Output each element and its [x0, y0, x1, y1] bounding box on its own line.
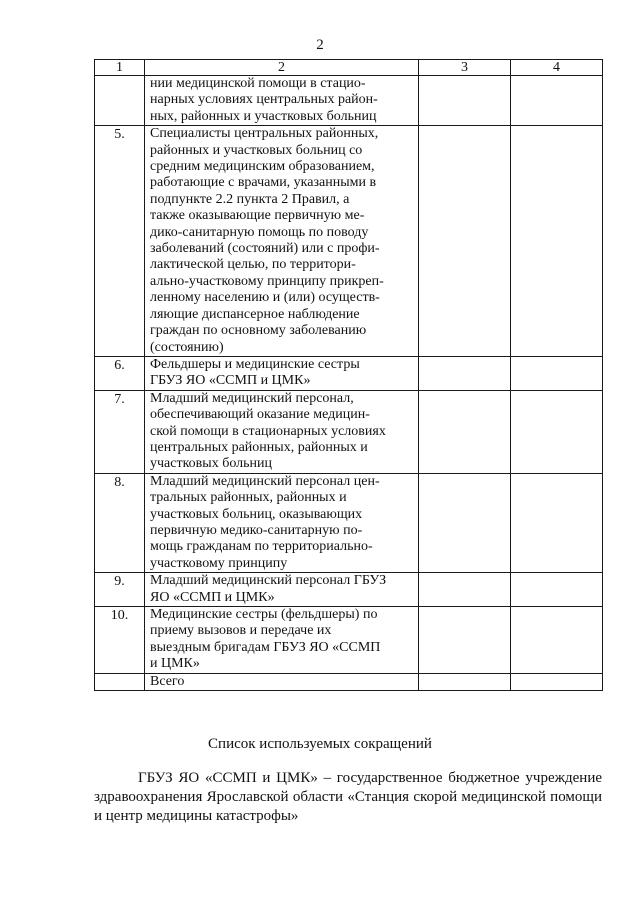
staff-category-cell: Специалисты центральных районных, районных и участковых больниц со средним медицинским образованием, работающие с врачами, указанными в подпункте 2.2 пункта 2 Правил, а также оказывающие первичную ме- дико-санитарную помощь по поводу заболеваний (состояний) или с профи- лактической целью, по территори- ально-участковому принципу прикреп- ленному населению и (или) осуществ- ляющие диспансерное наблюдение граждан по основному заболеванию (состоянию) [145, 126, 419, 357]
staff-category-cell: Медицинские сестры (фельдшеры) по приему вызовов и передаче их выездным бригадам ГБУЗ ЯО «ССМП и ЦМК» [145, 607, 419, 674]
table-row [95, 473, 603, 572]
table-header-row [95, 60, 603, 76]
row-number-cell: 9. [95, 573, 145, 607]
staff-category-cell: Всего [145, 673, 419, 690]
column-3-cell [419, 76, 511, 126]
row-number-cell [95, 76, 145, 126]
column-3-cell [419, 673, 511, 690]
row-number-cell [95, 673, 145, 690]
column-header-2: 2 [145, 60, 419, 76]
column-3-cell [419, 607, 511, 674]
row-number-cell: 7. [95, 390, 145, 473]
column-3-cell [419, 573, 511, 607]
table-row [95, 673, 603, 690]
column-4-cell [511, 126, 603, 357]
column-3-cell [419, 356, 511, 390]
column-4-cell [511, 573, 603, 607]
table-row [95, 126, 603, 357]
staff-category-cell: Младший медицинский персонал цен- тральных районных, районных и участковых больниц, оказывающих первичную медико-санитарную по- мощь гражданам по территориально- участковому принципу [145, 473, 419, 572]
staff-category-cell: Фельдшеры и медицинские сестры ГБУЗ ЯО «ССМП и ЦМК» [145, 356, 419, 390]
row-number-cell: 10. [95, 607, 145, 674]
staff-category-cell: нии медицинской помощи в стацио- нарных условиях центральных район- ных, районных и участковых больниц [145, 76, 419, 126]
table-row [95, 76, 603, 126]
row-number-cell: 5. [95, 126, 145, 357]
table-row [95, 573, 603, 607]
column-3-cell [419, 126, 511, 357]
table-row [95, 390, 603, 473]
table-row [95, 607, 603, 674]
column-4-cell [511, 607, 603, 674]
column-4-cell [511, 473, 603, 572]
column-4-cell [511, 673, 603, 690]
column-3-cell [419, 390, 511, 473]
column-3-cell [419, 473, 511, 572]
column-header-3: 3 [419, 60, 511, 76]
row-number-cell: 8. [95, 473, 145, 572]
column-header-4: 4 [511, 60, 603, 76]
column-header-1: 1 [95, 60, 145, 76]
abbreviations-title: Список используемых сокращений [208, 736, 432, 752]
column-4-cell [511, 356, 603, 390]
staff-category-cell: Младший медицинский персонал, обеспечивающий оказание медицин- ской помощи в стационарных условиях центральных районных, районных и участковых больниц [145, 390, 419, 473]
column-4-cell [511, 390, 603, 473]
table-row [95, 356, 603, 390]
column-4-cell [511, 76, 603, 126]
page-number: 2 [316, 37, 324, 53]
staff-category-cell: Младший медицинский персонал ГБУЗ ЯО «ССМП и ЦМК» [145, 573, 419, 607]
abbreviation-entry: ГБУЗ ЯО «ССМП и ЦМК» – государственное бюджетное учреждение здравоохранения Ярославской области «Станция скорой медицинской помощи и центр медицины катастрофы» [94, 770, 602, 824]
row-number-cell: 6. [95, 356, 145, 390]
staff-table [94, 59, 603, 691]
